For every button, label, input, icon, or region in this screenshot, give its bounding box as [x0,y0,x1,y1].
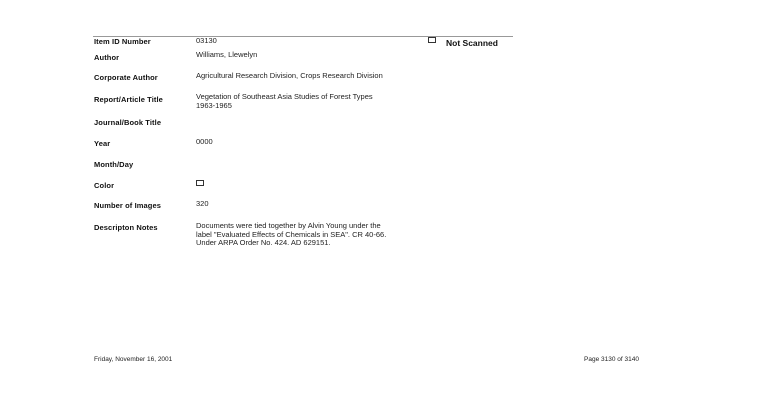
author-value: Williams, Llewelyn [196,50,258,59]
corporate-author-value: Agricultural Research Division, Crops Research Division [196,71,383,80]
images-value: 320 [196,199,209,208]
corporate-author-label: Corporate Author [94,73,158,82]
year-value: 0000 [196,137,213,146]
item-id-label: Item ID Number [94,37,151,46]
item-id-value: 03130 [196,36,217,45]
author-label: Author [94,53,120,62]
notes-label: Descripton Notes [94,223,158,232]
journal-title-label: Journal/Book Title [94,118,162,127]
month-day-label: Month/Day [94,160,134,169]
footer-page-number: Page 3130 of 3140 [584,356,639,363]
report-title-label: Report/Article Title [94,95,163,104]
year-label: Year [94,139,111,148]
images-label: Number of Images [94,201,162,210]
color-label: Color [94,181,115,190]
notes-value: Documents were tied together by Alvin Young under the label "Evaluated Effects of Chemicals in SEA". CR 40-66. Under ARPA Order No. 424. AD 629151. [196,221,387,247]
report-title-value: Vegetation of Southeast Asia Studies of Forest Types 1963-1965 [196,92,373,110]
color-checkbox[interactable] [196,180,204,186]
footer-date: Friday, November 16, 2001 [94,356,173,363]
scan-status: Not Scanned [446,38,498,48]
scanned-checkbox[interactable] [428,37,436,43]
